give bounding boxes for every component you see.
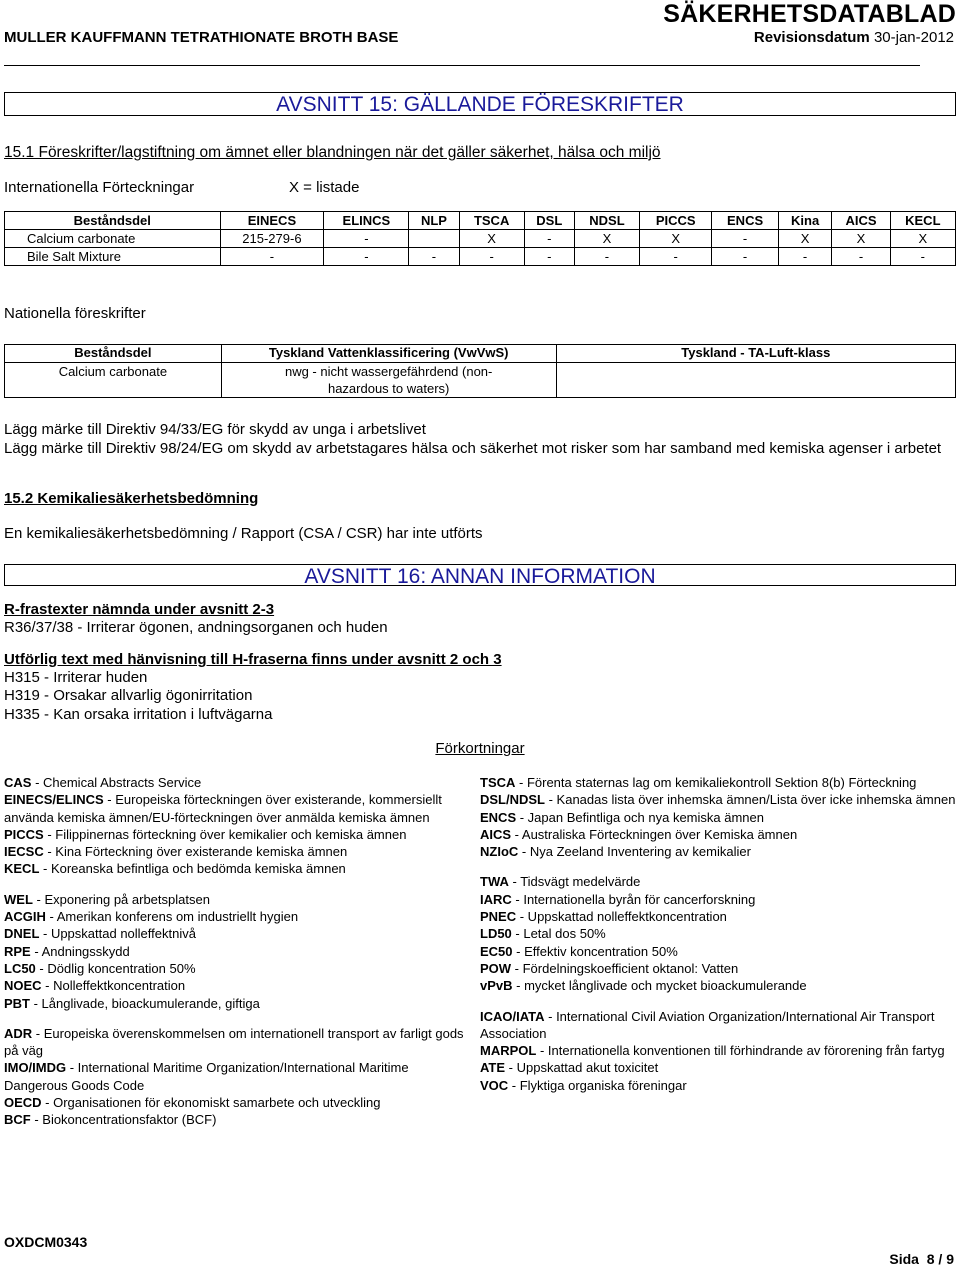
h-phrases-heading: Utförlig text med hänvisning till H-fraserna finns under avsnitt 2 och 3 [4,651,502,668]
inventory-header-cell: TSCA [459,212,524,230]
abbreviation-term: TWA [480,874,509,890]
abbreviation-item [480,1077,958,1094]
abbreviation-definition: - Kanadas lista över inhemska ämnen/Lista över icke inhemska ämnen [545,792,956,808]
abbreviation-definition: - International Civil Aviation Organization/International Air Transport Association [480,1008,935,1041]
abbreviation-item [480,774,958,791]
abbreviation-definition: - Japan Befintliga och nya kemiska ämnen [516,809,764,825]
header-divider [4,65,920,66]
abbreviation-item [4,925,474,942]
inventory-cell: - [778,248,832,266]
national-header-cell: Tyskland - TA-Luft-klass [556,345,955,363]
abbreviation-item [4,860,474,877]
subsection-15-1-title: 15.1 Föreskrifter/lagstiftning om ämnet eller blandningen när det gäller säkerhet, hälsa och miljö [4,144,661,161]
abbreviation-definition: - Långlivade, bioackumulerande, giftiga [30,995,260,1011]
group-spacer [480,860,958,873]
inventory-header-cell: NDSL [574,212,639,230]
abbreviation-term: EINECS/ELINCS [4,792,104,808]
national-header-cell: Tyskland Vattenklassificering (VwVwS) [221,345,556,363]
inventory-cell: - [832,248,890,266]
page-value: 8 / 9 [926,1251,954,1267]
abbreviation-term: WEL [4,891,33,907]
abbreviations-right-column [480,774,958,1094]
abbreviation-term: CAS [4,775,32,790]
abbreviation-term: OECD [4,1095,42,1111]
abbreviation-definition: - Kina Förteckning över existerande kemiska ämnen [43,844,348,860]
inventory-cell: X [574,230,639,248]
abbreviation-item [4,908,474,925]
abbreviation-item [4,1025,474,1060]
abbreviation-definition: - International Maritime Organization/International Maritime Dangerous Goods Code [4,1060,409,1093]
abbreviation-definition: - Uppskattad nolleffektnivå [39,926,196,942]
abbreviation-item [480,925,958,942]
inventory-cell: - [524,248,574,266]
group-spacer [4,1012,474,1025]
abbreviation-item [480,1008,958,1043]
abbreviation-definition: - Organisationen för ekonomiskt samarbete och utveckling [41,1095,381,1111]
abbreviation-item [480,891,958,908]
inventory-header-cell: KECL [890,212,955,230]
abbreviation-item [480,977,958,994]
abbreviation-term: ATE [480,1060,506,1076]
abbreviation-term: NOEC [4,978,42,994]
abbreviation-definition: - Europeiska överenskommelsen om internationell transport av farligt gods på väg [4,1025,464,1059]
national-cell [556,363,955,398]
abbreviation-term: ACGIH [4,909,46,925]
page-number [889,1251,954,1267]
abbreviation-term: KECL [4,861,40,877]
document-code: OXDCM0343 [4,1234,88,1250]
national-header-cell: Beståndsdel [5,345,222,363]
abbreviation-term: LC50 [4,960,36,976]
abbreviation-definition: - Internationella byrån för cancerforskning [511,891,756,907]
abbreviation-term: DNEL [4,926,40,942]
r-phrases-block [4,601,388,637]
r-phrases-heading: R-frastexter nämnda under avsnitt 2-3 [4,601,275,618]
abbreviation-definition: - Internationella konventionen till förhindrande av förorening från fartyg [536,1043,945,1059]
inventory-cell: - [324,248,409,266]
abbreviation-item [4,977,474,994]
abbreviation-definition: - Nya Zeeland Inventering av kemikalier [518,844,751,860]
abbreviation-term: NZIoC [480,844,519,860]
inventory-row [5,248,956,266]
directive-note-1: Lägg märke till Direktiv 94/33/EG för skydd av unga i arbetslivet [4,421,426,438]
r-phrase-line: R36/37/38 - Irriterar ögonen, andningsorganen och huden [4,619,388,637]
abbreviations-title: Förkortningar [435,740,525,757]
abbreviation-definition: - Flyktiga organiska föreningar [508,1077,687,1093]
inventory-cell: - [890,248,955,266]
inventory-cell: - [324,230,409,248]
abbreviation-definition: - Fördelningskoefficient oktanol: Vatten [511,960,739,976]
abbreviation-item [4,843,474,860]
abbreviation-item [480,826,958,843]
abbreviation-term: PBT [4,995,30,1011]
abbreviation-item [4,995,474,1012]
inventory-row [5,230,956,248]
abbreviation-definition: - Effektiv koncentration 50% [512,943,678,959]
h-phrases-block [4,651,502,724]
section-15-header [4,92,956,116]
national-regulations-table [4,344,956,398]
abbreviation-definition: - Australiska Förteckningen över Kemiska ämnen [511,826,798,842]
national-regulations-title: Nationella föreskrifter [4,305,146,322]
abbreviation-definition: - Amerikan konferens om industriellt hygien [45,909,299,925]
abbreviation-item [4,891,474,908]
abbreviation-term: EC50 [480,943,513,959]
abbreviation-term: IMO/IMDG [4,1060,67,1076]
abbreviation-term: RPE [4,943,31,959]
abbreviation-item [480,1042,958,1059]
inventory-header-cell: EINECS [220,212,324,230]
inventory-cell: - [220,248,324,266]
inventory-legend: X = listade [289,179,360,196]
inventory-cell: - [459,248,524,266]
abbreviation-definition: - Europeiska förteckningen över existerande, kommersiellt använda kemiska ämnen/EU-förteckningen över anmälda kemiska ämnen [4,792,442,825]
inventory-cell: X [832,230,890,248]
h-phrase-line: H335 - Kan orsaka irritation i luftvägarna [4,705,273,723]
inventory-cell: - [574,248,639,266]
subsection-15-2-title: 15.2 Kemikaliesäkerhetsbedömning [4,490,259,507]
abbreviation-term: IARC [480,891,512,907]
abbreviation-term: PNEC [480,909,517,925]
inventory-cell: X [459,230,524,248]
inventory-cell: - [712,248,778,266]
international-inventories-title: Internationella Förteckningar [4,179,195,196]
page-label: Sida [889,1251,919,1267]
abbreviation-item [4,1111,474,1128]
inventory-cell: X [890,230,955,248]
abbreviation-definition: - Exponering på arbetsplatsen [32,891,210,907]
inventory-header-cell: Kina [778,212,832,230]
abbreviation-definition: - Dödlig koncentration 50% [35,960,196,976]
inventory-header-cell: NLP [409,212,459,230]
inventory-header-cell: AICS [832,212,890,230]
abbreviations-left-column [4,774,474,1129]
abbreviation-item [4,774,474,791]
section-15-title: AVSNITT 15: GÄLLANDE FÖRESKRIFTER [276,93,684,116]
group-spacer [4,878,474,891]
abbreviation-definition: - Förenta staternas lag om kemikaliekontroll Sektion 8(b) Förteckning [515,775,917,790]
section-16-title: AVSNITT 16: ANNAN INFORMATION [304,565,656,588]
h-phrase-line: H319 - Orsakar allvarlig ögonirritation [4,687,253,705]
component-name: Calcium carbonate [5,230,221,248]
abbreviation-definition: - Nolleffektkoncentration [41,978,186,994]
inventory-cell: X [640,230,712,248]
abbreviation-definition: - Uppskattad akut toxicitet [505,1060,659,1076]
abbreviation-term: vPvB [480,978,513,994]
component-name: Bile Salt Mixture [5,248,221,266]
directive-note-2: Lägg märke till Direktiv 98/24/EG om skydd av arbetstagares hälsa och säkerhet mot risker som har samband med kemiska agenser i arbetet [4,440,942,457]
revision-date [754,29,954,46]
inventory-table [4,211,956,266]
abbreviation-item [4,1059,474,1094]
abbreviation-term: TSCA [480,775,516,790]
abbreviation-item [480,943,958,960]
abbreviation-term: ENCS [480,809,517,825]
abbreviation-term: DSL/NDSL [480,792,545,808]
abbreviation-term: POW [480,960,512,976]
abbreviation-term: VOC [480,1077,509,1093]
inventory-cell: X [778,230,832,248]
abbreviation-item [4,826,474,843]
abbreviation-item [480,809,958,826]
abbreviation-definition: - Koreanska befintliga och bedömda kemiska ämnen [39,861,346,877]
inventory-header-cell: ELINCS [324,212,409,230]
inventory-header-cell: Beståndsdel [5,212,221,230]
abbreviation-term: LD50 [480,926,512,942]
abbreviation-item [4,1094,474,1111]
abbreviation-item [4,943,474,960]
inventory-cell [409,230,459,248]
inventory-cell: - [712,230,778,248]
abbreviation-item [480,843,958,860]
revision-value: 30-jan-2012 [873,29,954,46]
national-header-row [5,345,956,363]
abbreviation-definition: - Biokoncentrationsfaktor (BCF) [30,1112,217,1128]
group-spacer [480,995,958,1008]
document-title: SÄKERHETSDATABLAD [663,0,956,28]
abbreviation-item [4,791,474,826]
inventory-header-row [5,212,956,230]
inventory-cell: 215-279-6 [220,230,324,248]
inventory-header-cell: DSL [524,212,574,230]
abbreviation-item [480,873,958,890]
inventory-cell: - [524,230,574,248]
abbreviation-term: PICCS [4,826,44,842]
inventory-cell: - [409,248,459,266]
abbreviation-term: ICAO/IATA [480,1008,545,1024]
h-phrase-line: H315 - Irriterar huden [4,669,148,687]
product-name: MULLER KAUFFMANN TETRATHIONATE BROTH BASE [4,29,399,46]
component-name: Calcium carbonate [5,363,222,398]
abbreviation-item [480,1059,958,1076]
abbreviation-definition: - Filippinernas förteckning över kemikalier och kemiska ämnen [43,826,407,842]
csa-statement: En kemikaliesäkerhetsbedömning / Rapport (CSA / CSR) har inte utförts [4,525,483,542]
abbreviation-term: MARPOL [480,1043,537,1059]
inventory-cell: - [640,248,712,266]
abbreviation-definition: - mycket långlivade och mycket bioackumulerande [512,978,807,994]
abbreviation-definition: - Uppskattad nolleffektkoncentration [516,909,727,925]
abbreviation-term: AICS [480,826,512,842]
abbreviation-item [4,960,474,977]
abbreviation-term: IECSC [4,844,44,860]
national-cell: nwg - nicht wassergefährdend (non-hazardous to waters) [221,363,556,398]
abbreviation-item [480,908,958,925]
abbreviation-term: ADR [4,1025,33,1041]
abbreviation-term: BCF [4,1112,31,1128]
abbreviation-definition: - Tidsvägt medelvärde [508,874,641,890]
abbreviation-definition: - Andningsskydd [30,943,130,959]
revision-label: Revisionsdatum [753,29,870,46]
national-row [5,363,956,398]
abbreviation-definition: - Chemical Abstracts Service [31,775,202,790]
abbreviation-definition: - Letal dos 50% [511,926,606,942]
abbreviation-item [480,960,958,977]
inventory-header-cell: ENCS [712,212,778,230]
abbreviation-item [480,791,958,808]
inventory-header-cell: PICCS [640,212,712,230]
